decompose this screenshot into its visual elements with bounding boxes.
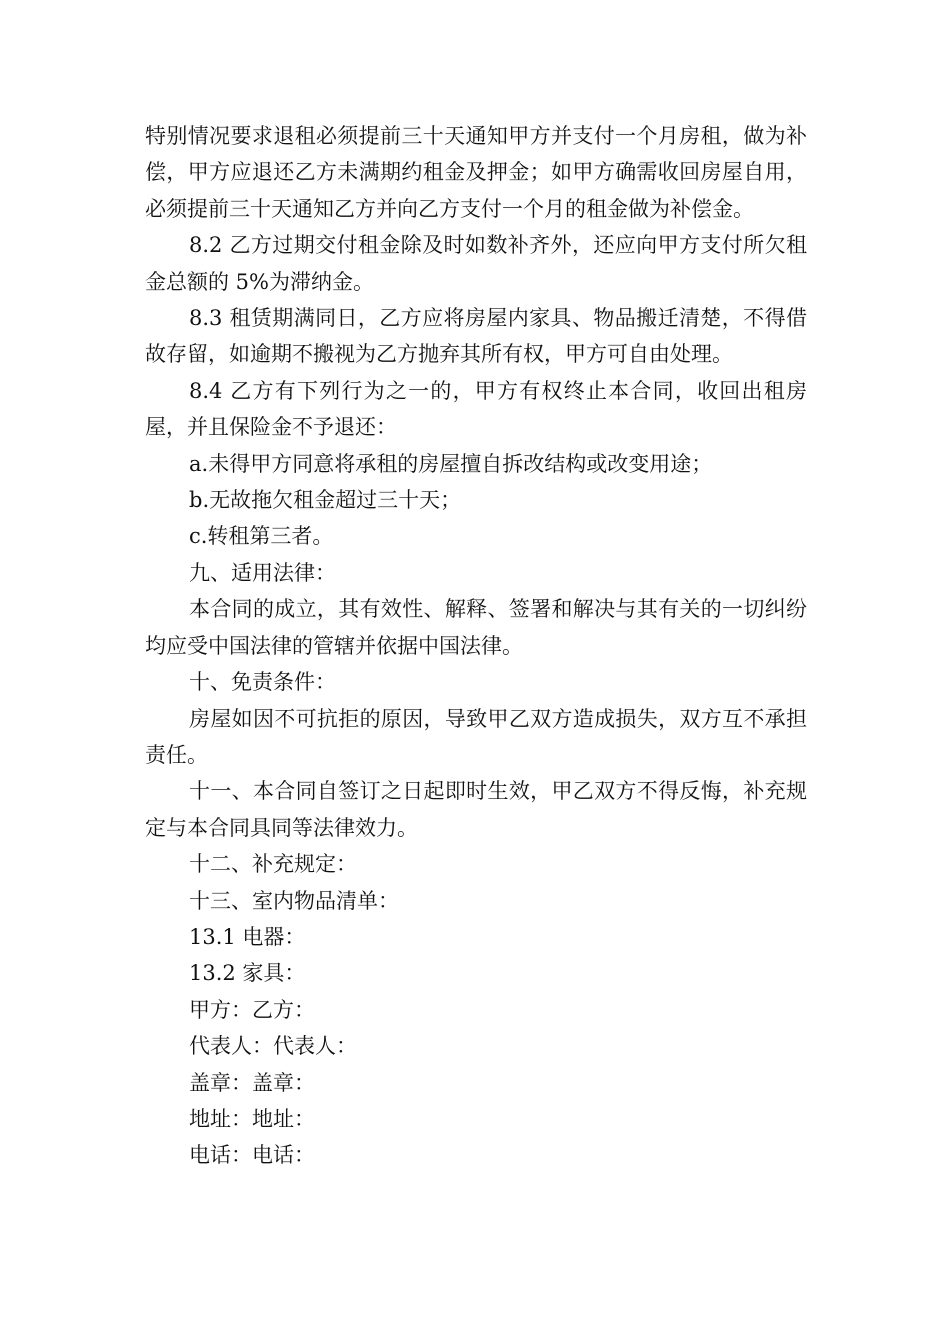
paragraph-applicable-law: 本合同的成立，其有效性、解释、签署和解决与其有关的一切纠纷均应受中国法律的管辖并依据中国法律。 <box>145 597 807 658</box>
heading-supplementary: 十二、补充规定： <box>189 852 357 877</box>
paragraph-refund-terms: 特别情况要求退租必须提前三十天通知甲方并支付一个月房租，做为补偿，甲方应退还乙方未满期约租金及押金；如甲方确需收回房屋自用，必须提前三十天通知乙方并向乙方支付一个月的租金做为补偿金。 <box>145 124 807 221</box>
paragraph-8-3-move-out: 8.3 租赁期满同日，乙方应将房屋内家具、物品搬迁清楚，不得借故存留，如逾期不搬视为乙方抛弃其所有权，甲方可自由处理。 <box>145 306 807 367</box>
signature-seals: 盖章：盖章： <box>189 1070 315 1095</box>
list-item-a: a.未得甲方同意将承租的房屋擅自拆改结构或改变用途； <box>189 451 713 476</box>
heading-applicable-law: 九、适用法律： <box>189 560 336 585</box>
list-item-b: b.无故拖欠租金超过三十天； <box>189 488 462 513</box>
heading-inventory: 十三、室内物品清单： <box>189 888 399 913</box>
inventory-appliances: 13.1 电器： <box>189 924 306 949</box>
signature-representatives: 代表人：代表人： <box>189 1034 357 1059</box>
signature-addresses: 地址：地址： <box>189 1106 315 1131</box>
document-body <box>145 118 807 1174</box>
paragraph-exemption: 房屋如因不可抗拒的原因，导致甲乙双方造成损失，双方互不承担责任。 <box>145 706 807 767</box>
signature-phones: 电话：电话： <box>189 1143 315 1168</box>
heading-exemption: 十、免责条件： <box>189 670 336 695</box>
list-item-c: c.转租第三者。 <box>189 524 334 549</box>
paragraph-8-2-late-fee: 8.2 乙方过期交付租金除及时如数补齐外，还应向甲方支付所欠租金总额的 5%为滞纳金。 <box>145 233 807 294</box>
paragraph-8-4-termination: 8.4 乙方有下列行为之一的，甲方有权终止本合同，收回出租房屋，并且保险金不予退还： <box>145 378 807 440</box>
paragraph-effective: 十一、本合同自签订之日起即时生效，甲乙双方不得反悔，补充规定与本合同具同等法律效力。 <box>145 779 807 840</box>
signature-parties: 甲方：乙方： <box>189 997 315 1022</box>
inventory-furniture: 13.2 家具： <box>189 961 306 986</box>
